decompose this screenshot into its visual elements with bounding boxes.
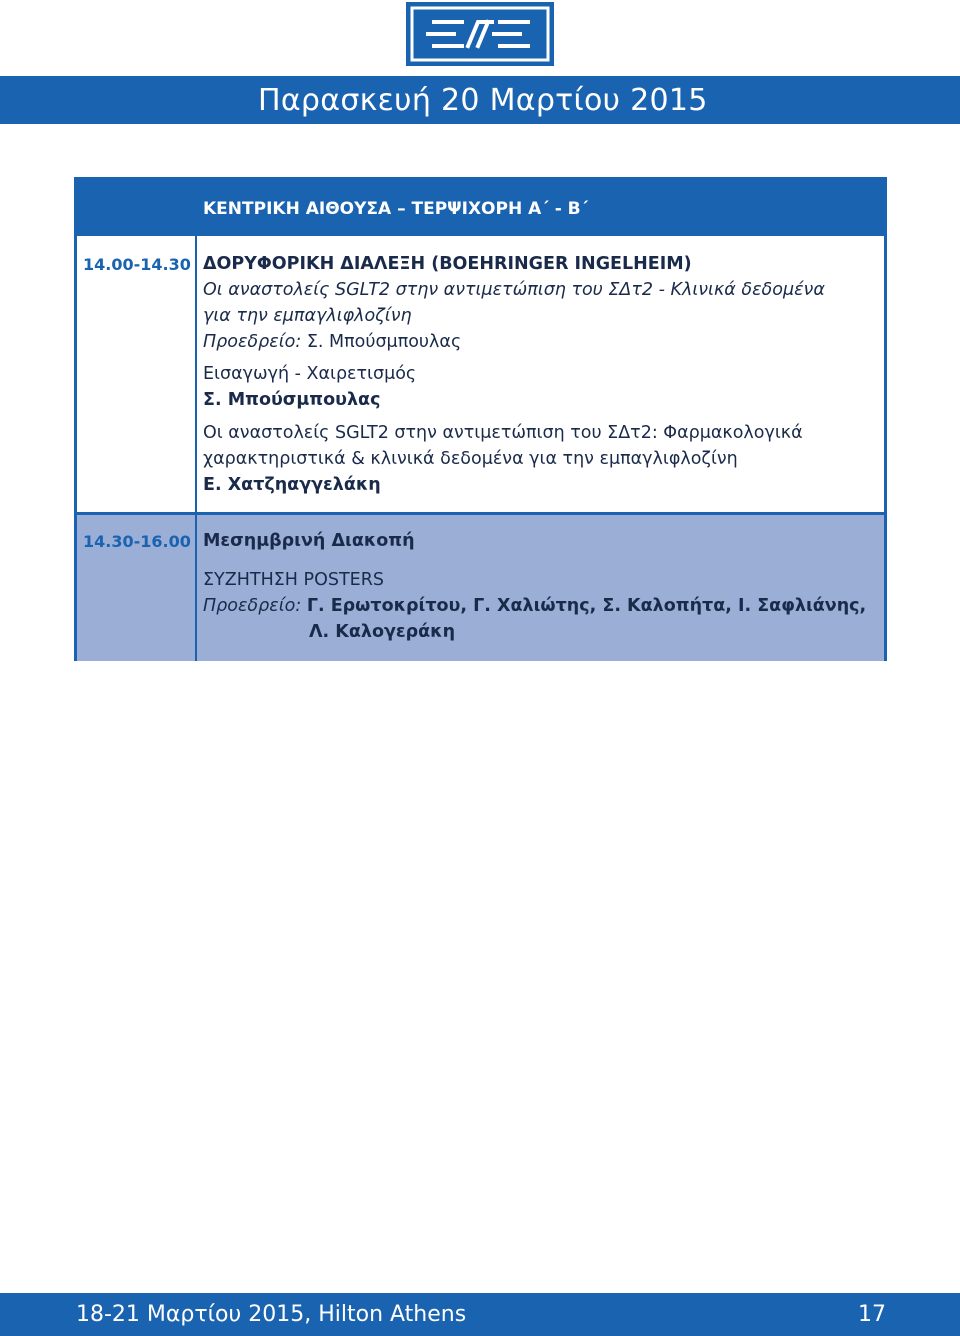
talk2-title-line2: χαρακτηριστικά & κλινικά δεδομένα για την εμπαγλιφλοζίνη: [203, 449, 738, 469]
session2-chair: [203, 593, 866, 619]
session2-time: 14.30-16.00: [83, 532, 191, 551]
session1-subtitle-line2: για την εμπαγλιφλοζίνη: [203, 306, 412, 326]
talk2-speaker: Ε. Χατζηαγγελάκη: [203, 475, 381, 495]
break-row-background: [77, 512, 884, 661]
column-divider: [195, 236, 197, 661]
row-divider: [77, 512, 884, 515]
chair-names-line2: Λ. Καλογεράκη: [309, 622, 456, 642]
chair-name: Σ. Μπούσμπουλας: [306, 332, 462, 352]
session1-time: 14.00-14.30: [83, 255, 191, 274]
session1-heading: ΔΟΡΥΦΟΡΙΚΗ ΔΙΑΛΕΞΗ (BOEHRINGER INGELHEIM): [203, 254, 692, 274]
talk1-title: Εισαγωγή - Χαιρετισμός: [203, 364, 417, 384]
posters-heading: ΣΥΖΗΤΗΣΗ POSTERS: [203, 570, 384, 590]
page-number: 17: [858, 1302, 886, 1327]
footer-event: 18-21 Μαρτίου 2015, Hilton Athens: [76, 1302, 467, 1327]
session2-heading: Μεσημβρινή Διακοπή: [203, 531, 415, 551]
session1-chair: [203, 329, 461, 355]
chair-names-line1: Γ. Ερωτοκρίτου, Γ. Χαλιώτης, Σ. Καλοπήτα, Ι. Σαφλιάνης,: [306, 596, 867, 616]
chair-label: Προεδρείο:: [203, 596, 302, 616]
eede-logo-icon: [406, 2, 554, 66]
talk2-title-line1: Οι αναστολείς SGLT2 στην αντιμετώπιση του ΣΔτ2: Φαρμακολογικά: [203, 423, 803, 443]
session1-subtitle-line1: Οι αναστολείς SGLT2 στην αντιμετώπιση του ΣΔτ2 - Κλινικά δεδομένα: [203, 280, 825, 300]
day-title: Παρασκευή 20 Μαρτίου 2015: [258, 83, 708, 118]
schedule-table: [74, 177, 887, 661]
chair-label: Προεδρείο:: [203, 332, 302, 352]
hall-title: ΚΕΝΤΡΙΚΗ ΑΙΘΟΥΣΑ – ΤΕΡΨΙΧΟΡΗ Α΄ - Β΄: [203, 199, 589, 219]
talk1-speaker: Σ. Μπούσμπουλας: [203, 390, 381, 410]
